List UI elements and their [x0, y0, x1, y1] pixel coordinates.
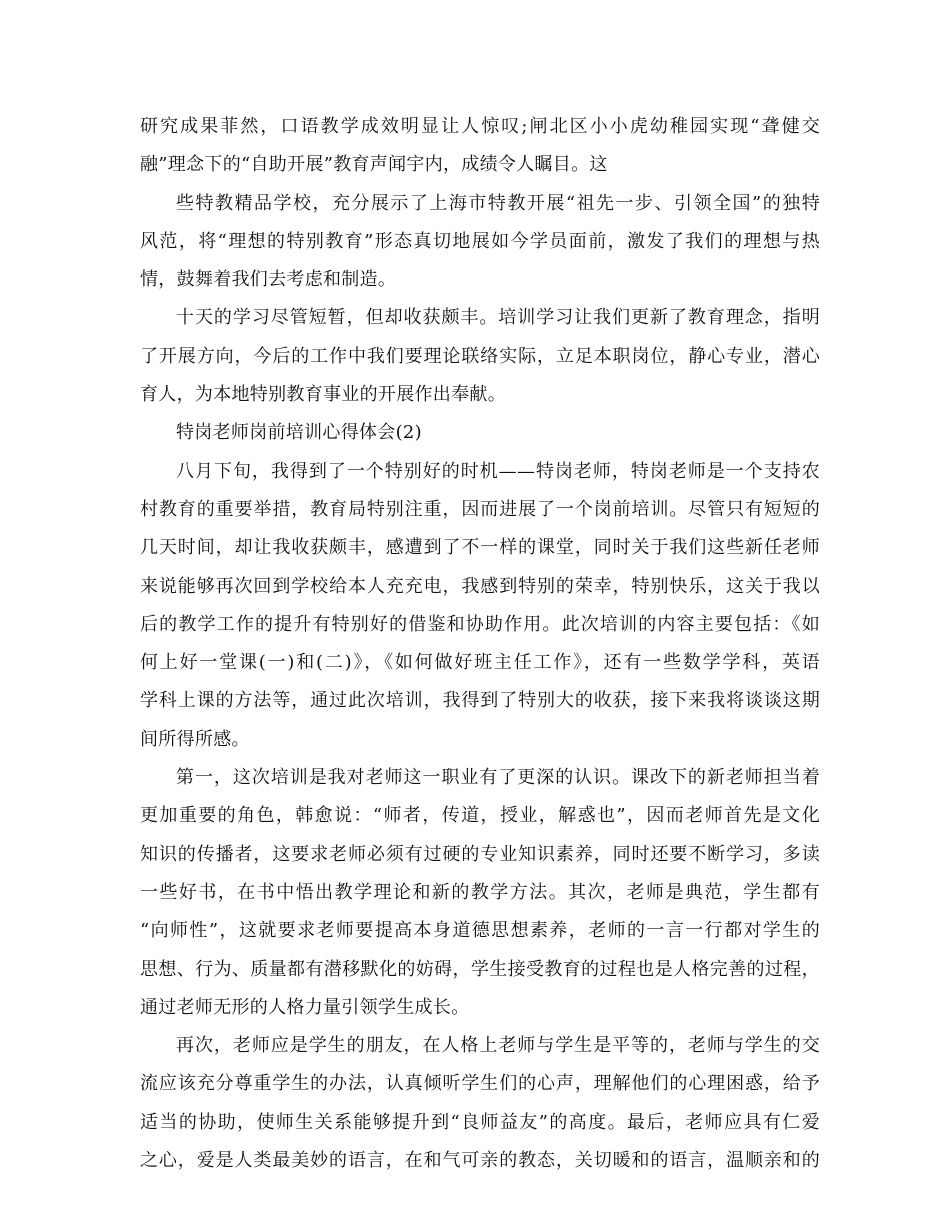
text-line: 更加重要的角色，韩愈说：“师者，传道，授业，解惑也”，因而老师首先是文化	[140, 805, 820, 827]
text-line: 村教育的重要举措，教育局特别注重，因而进展了一个岗前培训。尽管只有短短的	[140, 498, 820, 520]
text-line: 情，鼓舞着我们去考虑和制造。	[140, 269, 397, 291]
text-line: 研究成果菲然，口语教学成效明显让人惊叹;闸北区小小虎幼稚园实现“聋健交	[140, 116, 820, 137]
text-line: 了开展方向，今后的工作中我们要理论联络实际，立足本职岗位，静心专业，潜心	[140, 345, 820, 367]
text-line: 些特教精品学校，充分展示了上海市特教开展“祖先一步、引领全国”的独特	[176, 192, 820, 214]
text-line: 八月下旬，我得到了一个特别好的时机——特岗老师，特岗老师是一个支持农	[176, 460, 820, 482]
text-line: 之心，爱是人类最美妙的语言，在和气可亲的教态，关切暖和的语言，温顺亲和的	[140, 1150, 820, 1172]
text-line: 通过老师无形的人格力量引领学生成长。	[140, 996, 470, 1018]
text-line: 再次，老师应是学生的朋友，在人格上老师与学生是平等的，老师与学生的交	[176, 1035, 820, 1057]
text-line: 思想、行为、质量都有潜移默化的妨碍，学生接受教育的过程也是人格完善的过程，	[140, 958, 820, 980]
text-line: 后的教学工作的提升有特别好的借鉴和协助作用。此次培训的内容主要包括：《如	[140, 613, 820, 635]
text-line: 几天时间，却让我收获颇丰，感遭到了不一样的课堂，同时关于我们这些新任老师	[140, 537, 820, 559]
text-line: 风范，将“理想的特别教育”形态真切地展如今学员面前，激发了我们的理想与热	[140, 230, 820, 252]
text-line: 流应该充分尊重学生的办法，认真倾听学生们的心声，理解他们的心理困惑，给予	[140, 1073, 820, 1095]
text-line: 知识的传播者，这要求老师必须有过硬的专业知识素养，同时还要不断学习，多读	[140, 843, 820, 865]
text-line: 第一，这次培训是我对老师这一职业有了更深的认识。课改下的新老师担当着	[176, 767, 820, 789]
text-line: 间所得所感。	[140, 728, 250, 750]
text-line: 特岗老师岗前培训心得体会(2)	[176, 422, 422, 444]
text-line: 适当的协助，使师生关系能够提升到“良师益友”的高度。最后，老师应具有仁爱	[140, 1111, 820, 1133]
text-line: 何上好一堂课(一)和(二)》，《如何做好班主任工作》，还有一些数学学科，英语	[140, 652, 820, 674]
text-line: 十天的学习尽管短暂，但却收获颇丰。培训学习让我们更新了教育理念，指明	[176, 307, 820, 329]
document-body	[140, 108, 820, 1180]
text-line: 融”理念下的“自助开展”教育声闻宇内，成绩令人瞩目。这	[140, 154, 608, 176]
text-line: “向师性”，这就要求老师要提高本身道德思想素养，老师的一言一行都对学生的	[140, 920, 820, 942]
text-line: 育人，为本地特别教育事业的开展作出奉献。	[140, 384, 506, 406]
text-line: 来说能够再次回到学校给本人充充电，我感到特别的荣幸，特别快乐，这关于我以	[140, 575, 820, 597]
text-line: 一些好书，在书中悟出教学理论和新的教学方法。其次，老师是典范，学生都有	[140, 881, 820, 903]
text-line: 学科上课的方法等，通过此次培训，我得到了特别大的收获，接下来我将谈谈这期	[140, 690, 820, 712]
